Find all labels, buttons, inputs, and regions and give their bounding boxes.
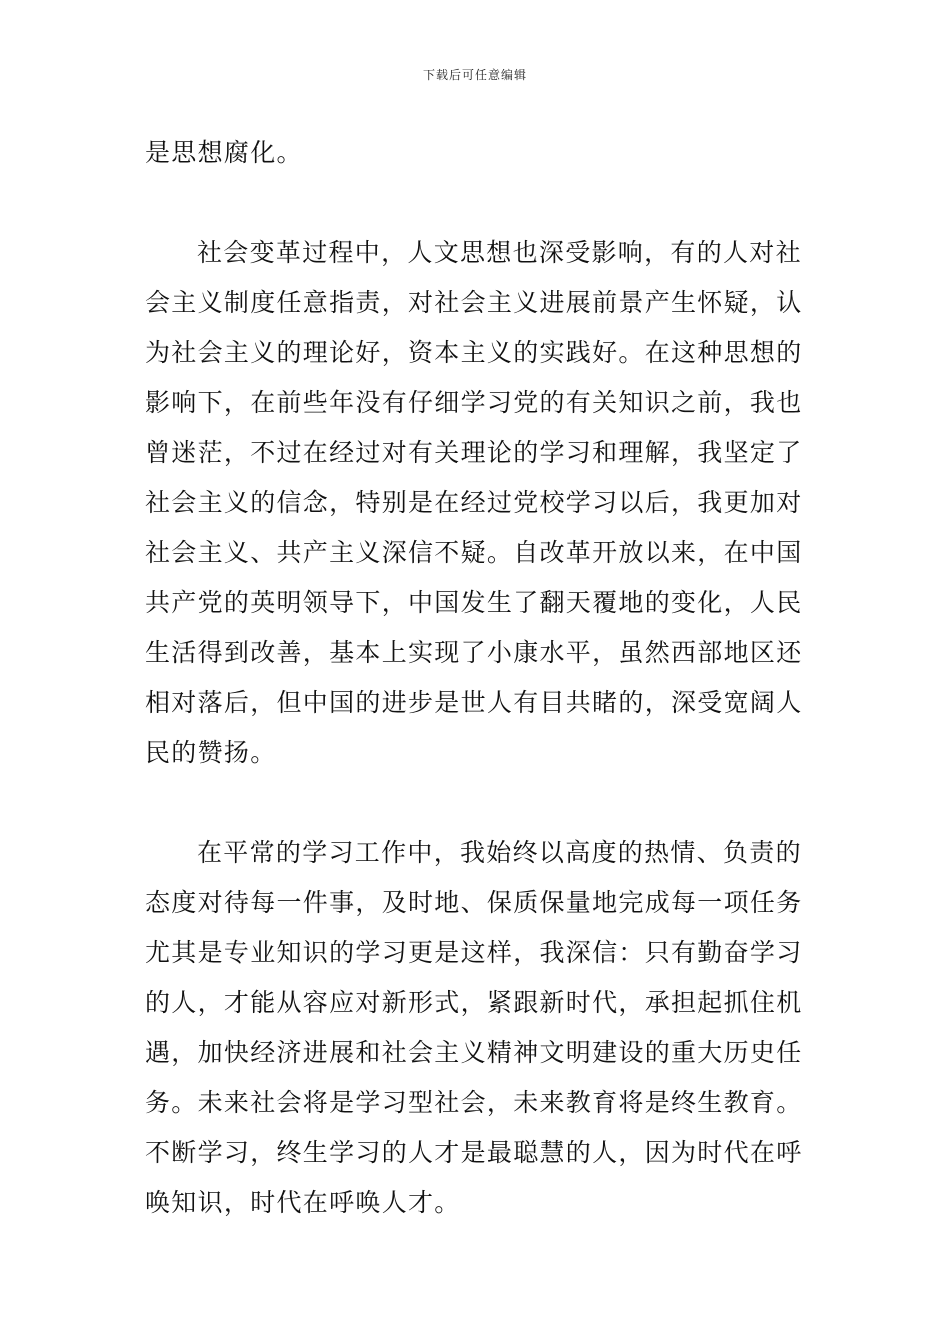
text-line: 社会变革过程中，人文思想也深受影响，有的人对社 xyxy=(197,238,802,267)
paragraph-gap xyxy=(145,178,809,228)
text-line: 社会主义、共产主义深信不疑。自改革开放以来，在中国 xyxy=(145,538,803,567)
text-line: 为社会主义的理论好，资本主义的实践好。在这种思想的 xyxy=(145,338,803,367)
text-line: 务。未来社会将是学习型社会，未来教育将是终生教育。 xyxy=(145,1088,803,1117)
text-line: 尤其是专业知识的学习更是这样，我深信：只有勤奋学习 xyxy=(145,938,803,967)
text-line: 民的赞扬。 xyxy=(145,738,277,767)
text-line: 遇，加快经济进展和社会主义精神文明建设的重大历史任 xyxy=(145,1038,803,1067)
text-line: 影响下，在前些年没有仔细学习党的有关知识之前，我也 xyxy=(145,388,803,417)
text-line: 唤知识，时代在呼唤人才。 xyxy=(145,1188,461,1217)
text-line: 社会主义的信念，特别是在经过党校学习以后，我更加对 xyxy=(145,488,803,517)
document-body xyxy=(145,128,809,1228)
paragraph-gap xyxy=(145,778,809,828)
text-line: 会主义制度任意指责，对社会主义进展前景产生怀疑，认 xyxy=(145,288,803,317)
text-line: 共产党的英明领导下，中国发生了翻天覆地的变化，人民 xyxy=(145,588,803,617)
text-line: 不断学习，终生学习的人才是最聪慧的人，因为时代在呼 xyxy=(145,1138,803,1167)
text-line: 曾迷茫，不过在经过对有关理论的学习和理解，我坚定了 xyxy=(145,438,803,467)
page-header: 下载后可任意编辑 xyxy=(422,68,527,82)
text-line: 在平常的学习工作中，我始终以高度的热情、负责的 xyxy=(197,838,802,867)
text-line: 生活得到改善，基本上实现了小康水平，虽然西部地区还 xyxy=(145,638,803,667)
text-line: 相对落后，但中国的进步是世人有目共睹的，深受宽阔人 xyxy=(145,688,803,717)
text-line: 态度对待每一件事，及时地、保质保量地完成每一项任务 xyxy=(145,888,803,917)
text-line: 的人，才能从容应对新形式，紧跟新时代，承担起抓住机 xyxy=(145,988,803,1017)
text-line: 是思想腐化。 xyxy=(145,138,303,167)
